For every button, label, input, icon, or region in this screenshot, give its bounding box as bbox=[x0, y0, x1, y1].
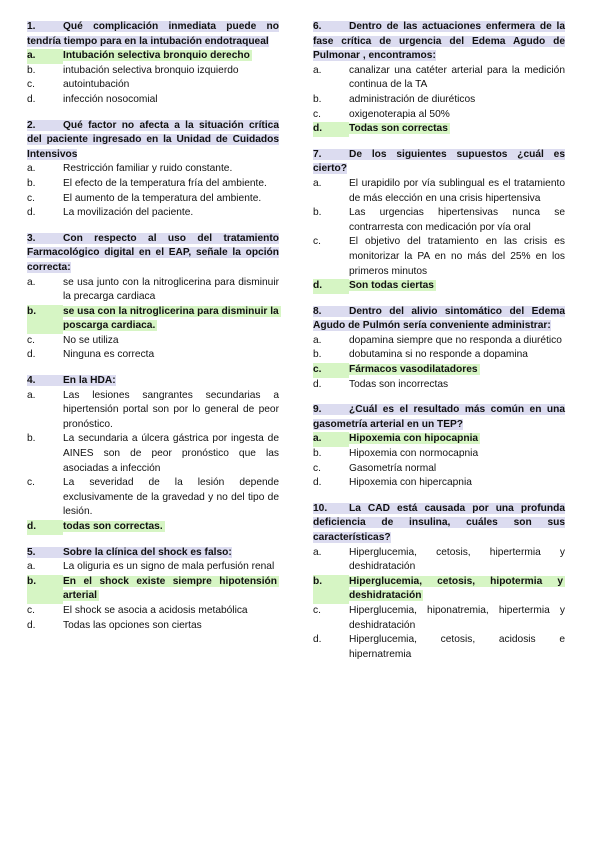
option-letter: c. bbox=[313, 108, 321, 120]
question-block bbox=[27, 119, 279, 221]
option-text-wrap bbox=[63, 575, 279, 604]
option-text: El aumento de la temperatura del ambiente. bbox=[63, 192, 262, 204]
option-text: infección nosocomial bbox=[63, 93, 158, 105]
option-text: intubación selectiva bronquio izquierdo bbox=[63, 64, 239, 76]
question-text: Qué complicación inmediata puede no tendría tiempo para en la intubación endotraqueal bbox=[27, 21, 279, 47]
option-letter: d. bbox=[313, 122, 349, 137]
question-text: Qué factor no afecta a la situación crítica del paciente ingresado en la Unidad de Cuidados Intensivos bbox=[27, 119, 279, 160]
answer-option bbox=[27, 334, 279, 349]
question-title-highlight bbox=[27, 21, 279, 47]
option-letter: a. bbox=[313, 64, 322, 76]
option-text: canalizar una catéter arterial para la medición continua de la TA bbox=[349, 64, 565, 91]
option-text: Hiperglucemia, cetosis, acidosis e hipernatremia bbox=[349, 634, 565, 660]
option-letter: b. bbox=[27, 305, 63, 334]
option-letter: b. bbox=[313, 575, 349, 604]
option-text: Hipoxemia con normocapnia bbox=[349, 448, 479, 460]
question-block bbox=[27, 232, 279, 363]
question-title bbox=[27, 20, 279, 49]
question-number: 6. bbox=[313, 21, 322, 32]
option-text-wrap bbox=[349, 476, 565, 491]
option-letter: a. bbox=[27, 49, 63, 64]
question-number: 7. bbox=[313, 148, 322, 160]
question-block bbox=[313, 502, 565, 663]
option-text: Fármacos vasodilatadores bbox=[349, 364, 478, 376]
question-title bbox=[27, 232, 279, 276]
answer-option bbox=[27, 348, 279, 363]
answer-option bbox=[27, 177, 279, 192]
question-block bbox=[313, 403, 565, 491]
option-text-wrap bbox=[349, 235, 565, 279]
option-text-wrap bbox=[349, 279, 565, 294]
question-title-highlight bbox=[313, 503, 565, 543]
option-letter: d. bbox=[313, 634, 322, 646]
option-text-wrap bbox=[349, 462, 565, 477]
question-title-highlight bbox=[27, 120, 279, 160]
option-text-wrap bbox=[63, 389, 279, 433]
option-text-wrap bbox=[349, 447, 565, 462]
option-text: El urapidilo por vía sublingual es el tratamiento de más elección en una crisis hipertensiva bbox=[349, 177, 565, 204]
option-text-wrap bbox=[63, 348, 279, 363]
question-block bbox=[27, 20, 279, 108]
answer-option bbox=[27, 619, 279, 634]
option-letter: a. bbox=[313, 334, 322, 346]
answer-option bbox=[27, 476, 279, 520]
option-text: Hiperglucemia, cetosis, hipotermia y deshidratación bbox=[349, 575, 563, 602]
option-letter: d. bbox=[313, 279, 349, 294]
option-text-wrap bbox=[349, 64, 565, 93]
option-text: El shock se asocia a acidosis metabólica bbox=[63, 604, 248, 616]
question-number: 1. bbox=[27, 21, 36, 32]
question-text: En la HDA: bbox=[63, 375, 116, 387]
answer-option bbox=[313, 64, 565, 93]
option-text-wrap bbox=[349, 108, 565, 123]
question-text: Dentro de las actuaciones enfermera de la fase crítica de urgencia del Edema Agudo de Pulmonar , encontramos: bbox=[313, 21, 565, 62]
question-title-highlight bbox=[313, 404, 565, 430]
answer-option-correct bbox=[313, 279, 565, 294]
option-letter: c. bbox=[27, 604, 35, 616]
option-text: autointubación bbox=[63, 79, 130, 91]
question-title-highlight bbox=[313, 306, 565, 332]
option-letter: b. bbox=[313, 448, 322, 460]
option-text: todas son correctas. bbox=[63, 521, 163, 532]
option-letter: c. bbox=[27, 79, 35, 91]
answer-option bbox=[27, 206, 279, 221]
option-text-wrap bbox=[349, 604, 565, 633]
option-text: se usa junto con la nitroglicerina para disminuir la precarga cardiaca bbox=[63, 276, 279, 303]
option-text: El objetivo del tratamiento en las crisis es monitorizar la PA en no más del 25% en los primeros minutos bbox=[349, 236, 565, 277]
option-text: Todas las opciones son ciertas bbox=[63, 619, 202, 631]
option-text: Gasometría normal bbox=[349, 462, 437, 474]
option-letter: c. bbox=[313, 604, 321, 616]
answer-option bbox=[27, 604, 279, 619]
question-block bbox=[313, 148, 565, 294]
question-number: 4. bbox=[27, 375, 36, 387]
option-text-wrap bbox=[63, 78, 279, 93]
left-column bbox=[27, 20, 279, 644]
question-title-highlight bbox=[313, 21, 565, 61]
option-text-wrap bbox=[349, 378, 565, 393]
question-title bbox=[27, 374, 279, 389]
option-text-wrap bbox=[63, 64, 279, 79]
answer-option-correct bbox=[27, 305, 279, 334]
answer-option bbox=[313, 348, 565, 363]
option-text: La oliguria es un signo de mala perfusión renal bbox=[63, 561, 275, 573]
option-text-wrap bbox=[63, 162, 279, 177]
question-text: La CAD está causada por una profunda deficiencia de insulina, cuáles son sus características? bbox=[313, 502, 565, 543]
answer-option bbox=[27, 276, 279, 305]
option-letter: c. bbox=[313, 363, 349, 378]
option-text-wrap bbox=[63, 276, 279, 305]
option-text-wrap bbox=[349, 122, 565, 137]
answer-option bbox=[313, 93, 565, 108]
option-text: Intubación selectiva bronquio derecho bbox=[63, 50, 250, 62]
option-text-wrap bbox=[349, 432, 565, 447]
option-text: Ninguna es correcta bbox=[63, 349, 155, 361]
answer-option-correct bbox=[313, 575, 565, 604]
option-text: Hipoxemia con hipercapnia bbox=[349, 477, 472, 489]
option-letter: a. bbox=[27, 561, 36, 573]
option-letter: b. bbox=[313, 349, 322, 361]
answer-option-correct bbox=[27, 520, 279, 535]
option-letter: d. bbox=[313, 378, 322, 390]
option-text-wrap bbox=[63, 476, 279, 520]
question-title bbox=[27, 119, 279, 163]
answer-option bbox=[313, 334, 565, 349]
option-text: No se utiliza bbox=[63, 334, 119, 346]
option-text-wrap bbox=[63, 520, 279, 535]
option-text: Hiperglucemia, cetosis, hipertermia y deshidratación bbox=[349, 546, 565, 573]
option-text: Hiperglucemia, hiponatremia, hipertermia y deshidratación bbox=[349, 604, 565, 631]
option-text: se usa con la nitroglicerina para disminuir la poscarga cardiaca. bbox=[63, 305, 279, 332]
question-number: 5. bbox=[27, 546, 36, 558]
option-letter: d. bbox=[27, 349, 36, 361]
option-text-wrap bbox=[349, 363, 565, 378]
option-letter: b. bbox=[27, 177, 36, 189]
answer-option bbox=[313, 108, 565, 123]
option-text: Las urgencias hipertensivas nunca se contrarresta con medicación por vía oral bbox=[349, 207, 565, 233]
question-title bbox=[313, 148, 565, 177]
answer-option-correct bbox=[27, 575, 279, 604]
option-text-wrap bbox=[63, 604, 279, 619]
question-number: 2. bbox=[27, 119, 36, 131]
option-text: Todas son correctas bbox=[349, 123, 448, 135]
answer-option bbox=[313, 546, 565, 575]
question-title bbox=[313, 403, 565, 432]
option-text-wrap bbox=[63, 192, 279, 207]
answer-option bbox=[313, 206, 565, 235]
option-text: La severidad de la lesión depende exclusivamente de la gravedad y no del tipo de lesión. bbox=[63, 477, 279, 518]
answer-option-correct bbox=[27, 49, 279, 64]
option-text: Todas son incorrectas bbox=[349, 378, 449, 390]
option-text: oxigenoterapia al 50% bbox=[349, 108, 450, 120]
answer-option bbox=[27, 162, 279, 177]
question-title bbox=[313, 305, 565, 334]
answer-option bbox=[313, 378, 565, 393]
option-letter: a. bbox=[27, 163, 36, 175]
option-text: administración de diuréticos bbox=[349, 93, 476, 105]
question-text: Sobre la clínica del shock es falso: bbox=[63, 546, 232, 558]
question-title-highlight bbox=[313, 149, 565, 175]
option-text-wrap bbox=[349, 206, 565, 235]
answer-option bbox=[313, 476, 565, 491]
option-letter: d. bbox=[27, 207, 36, 219]
answer-option bbox=[27, 432, 279, 476]
answer-option-correct bbox=[313, 432, 565, 447]
question-number: 10. bbox=[313, 502, 328, 514]
option-letter: b. bbox=[27, 64, 36, 76]
option-letter: b. bbox=[313, 207, 322, 219]
answer-option bbox=[27, 64, 279, 79]
option-text-wrap bbox=[63, 49, 279, 64]
question-title-highlight bbox=[27, 375, 116, 386]
question-block bbox=[313, 20, 565, 137]
option-text-wrap bbox=[63, 560, 279, 575]
option-text-wrap bbox=[63, 619, 279, 634]
right-column bbox=[313, 20, 565, 673]
answer-option bbox=[27, 78, 279, 93]
answer-option bbox=[313, 235, 565, 279]
option-text-wrap bbox=[63, 432, 279, 476]
option-text-wrap bbox=[349, 93, 565, 108]
option-text: Hipoxemia con hipocapnia bbox=[349, 433, 479, 445]
option-letter: a. bbox=[27, 389, 36, 401]
answer-option bbox=[313, 177, 565, 206]
option-text: dobutamina si no responde a dopamina bbox=[349, 349, 528, 361]
question-title bbox=[27, 546, 279, 561]
option-letter: b. bbox=[313, 93, 322, 105]
option-letter: d. bbox=[27, 619, 36, 631]
option-text-wrap bbox=[63, 305, 279, 334]
option-letter: c. bbox=[27, 477, 35, 489]
option-letter: c. bbox=[313, 236, 321, 248]
answer-option bbox=[27, 93, 279, 108]
question-title-highlight bbox=[27, 547, 232, 558]
question-title bbox=[313, 502, 565, 546]
question-text: ¿Cuál es el resultado más común en una gasometría arterial en un TEP? bbox=[313, 404, 565, 430]
option-letter: a. bbox=[27, 276, 36, 288]
option-text-wrap bbox=[63, 206, 279, 221]
option-text: Las lesiones sangrantes secundarias a hipertensión portal son por lo general de peor pronóstico. bbox=[63, 389, 279, 430]
question-title-highlight bbox=[27, 233, 279, 273]
answer-option bbox=[313, 633, 565, 662]
option-text: En el shock existe siempre hipotensión arterial bbox=[63, 575, 277, 602]
question-title bbox=[313, 20, 565, 64]
answer-option bbox=[313, 447, 565, 462]
option-text: dopamina siempre que no responda a diurético bbox=[349, 334, 562, 346]
option-letter: c. bbox=[27, 192, 35, 204]
option-letter: a. bbox=[313, 546, 322, 558]
option-text-wrap bbox=[349, 177, 565, 206]
question-number: 9. bbox=[313, 404, 322, 416]
option-letter: c. bbox=[27, 334, 35, 346]
question-text: Dentro del alivio sintomático del Edema Agudo de Pulmón sería conveniente administrar: bbox=[313, 305, 565, 332]
answer-option bbox=[313, 462, 565, 477]
option-text-wrap bbox=[349, 334, 565, 349]
option-text-wrap bbox=[63, 177, 279, 192]
option-letter: d. bbox=[27, 93, 36, 105]
question-block bbox=[313, 305, 565, 393]
answer-option bbox=[313, 604, 565, 633]
question-number: 8. bbox=[313, 305, 322, 317]
option-text-wrap bbox=[349, 575, 565, 604]
answer-option-correct bbox=[313, 363, 565, 378]
answer-option bbox=[27, 560, 279, 575]
option-letter: b. bbox=[27, 575, 63, 604]
option-text: Son todas ciertas bbox=[349, 280, 434, 292]
option-text: La movilización del paciente. bbox=[63, 207, 194, 219]
option-text: La secundaria a úlcera gástrica por ingesta de AINES son de peor pronóstico que las asociadas a infección bbox=[63, 433, 279, 474]
answer-option-correct bbox=[313, 122, 565, 137]
question-text: De los siguientes supuestos ¿cuál es cierto? bbox=[313, 148, 565, 175]
option-letter: a. bbox=[313, 432, 349, 447]
option-letter: d. bbox=[27, 520, 63, 535]
answer-option bbox=[27, 192, 279, 207]
question-block bbox=[27, 546, 279, 634]
question-block bbox=[27, 374, 279, 535]
question-number: 3. bbox=[27, 232, 36, 244]
option-letter: c. bbox=[313, 462, 321, 474]
option-letter: b. bbox=[27, 433, 36, 445]
answer-option bbox=[27, 389, 279, 433]
option-text: Restricción familiar y ruido constante. bbox=[63, 163, 233, 175]
question-text: Con respecto al uso del tratamiento Farmacológico digital en el EAP, señale la opción correcta: bbox=[27, 232, 279, 273]
option-text-wrap bbox=[63, 334, 279, 349]
option-text: El efecto de la temperatura fría del ambiente. bbox=[63, 177, 267, 189]
option-text-wrap bbox=[349, 546, 565, 575]
option-letter: a. bbox=[313, 177, 322, 189]
option-text-wrap bbox=[63, 93, 279, 108]
option-text-wrap bbox=[349, 633, 565, 662]
option-text-wrap bbox=[349, 348, 565, 363]
option-letter: d. bbox=[313, 477, 322, 489]
